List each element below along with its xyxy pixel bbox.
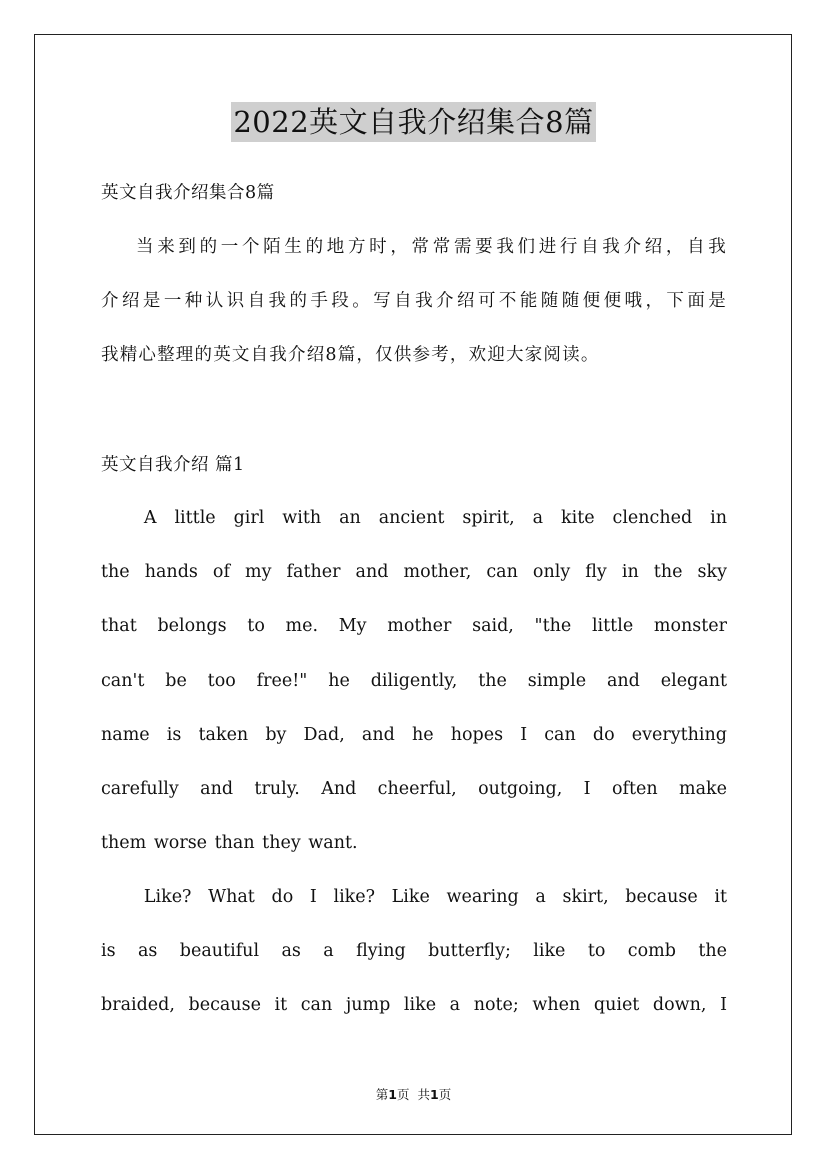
paragraph-line: Like? What do I like? Like wearing a skirt, because it: [143, 887, 727, 907]
section-heading: 英文自我介绍 篇1: [101, 455, 245, 475]
footer-page-total: 1: [429, 1087, 439, 1102]
paragraph-line: is as beautiful as a flying butterfly; like to comb the: [101, 941, 727, 962]
intro-paragraph: [101, 220, 727, 382]
page-footer: [0, 1085, 827, 1103]
paragraph-line: A little girl with an ancient spirit, a kite clenched in: [143, 508, 727, 528]
paragraph-line: that belongs to me. My mother said, "the little monster: [101, 616, 727, 637]
paragraph-line: them worse than they want.: [101, 833, 358, 854]
paragraph-1: [101, 491, 727, 870]
paragraph-line: braided, because it can jump like a note; when quiet down, I: [101, 995, 727, 1016]
subheading: 英文自我介绍集合8篇: [101, 183, 275, 203]
paragraph-line: carefully and truly. And cheerful, outgoing, I often make: [101, 779, 727, 800]
title-container: [0, 102, 827, 142]
intro-line: 当来到的一个陌生的地方时，常常需要我们进行自我介绍，自我: [136, 237, 727, 257]
intro-line: 我精心整理的英文自我介绍8篇，仅供参考，欢迎大家阅读。: [101, 345, 600, 365]
paragraph-line: the hands of my father and mother, can only fly in the sky: [101, 562, 727, 583]
footer-total-suffix: 页: [438, 1087, 452, 1102]
paragraph-2: [101, 870, 727, 1033]
paragraph-line: name is taken by Dad, and he hopes I can do everything: [101, 724, 727, 745]
document-title: 2022英文自我介绍集合8篇: [231, 102, 595, 142]
intro-line: 介绍是一种认识自我的手段。写自我介绍可不能随随便便哦，下面是: [101, 291, 727, 311]
footer-page-suffix: 页: [397, 1087, 410, 1102]
footer-page-current: 1: [388, 1087, 397, 1102]
paragraph-line: can't be too free!" he diligently, the simple and elegant: [101, 670, 727, 691]
footer-total-prefix: 共: [417, 1087, 430, 1102]
footer-page-prefix: 第: [375, 1087, 389, 1102]
